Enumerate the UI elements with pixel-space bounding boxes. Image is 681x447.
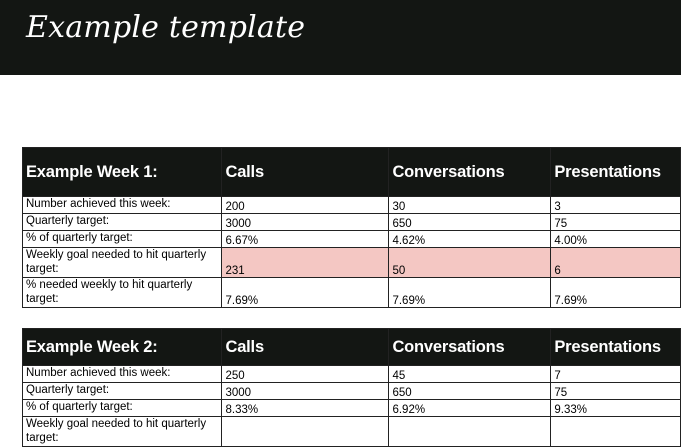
week-title: Example Week 2: — [23, 329, 222, 366]
cell-presentations: 4.00% — [551, 231, 681, 248]
cell-calls: 231 — [222, 248, 389, 278]
cell-presentations: 75 — [551, 383, 681, 400]
row-label: Number achieved this week: — [23, 366, 222, 383]
cell-conversations: 650 — [389, 214, 551, 231]
title-banner — [0, 0, 681, 75]
cell-conversations: 6.92% — [389, 400, 551, 417]
cell-calls: 250 — [222, 366, 389, 383]
cell-conversations: 45 — [389, 366, 551, 383]
column-header-conversations: Conversations — [389, 148, 551, 197]
row-label: Number achieved this week: — [23, 197, 222, 214]
week-1-table — [22, 147, 681, 308]
table-row — [23, 278, 681, 308]
table-row — [23, 231, 681, 248]
table-row — [23, 214, 681, 231]
cell-calls — [222, 417, 389, 447]
cell-conversations: 650 — [389, 383, 551, 400]
cell-calls: 3000 — [222, 383, 389, 400]
cell-calls: 6.67% — [222, 231, 389, 248]
table-row — [23, 366, 681, 383]
column-header-calls: Calls — [222, 329, 389, 366]
row-label: % needed weekly to hit quarterly target: — [23, 278, 222, 308]
table-row — [23, 417, 681, 447]
cell-calls: 7.69% — [222, 278, 389, 308]
table-row — [23, 383, 681, 400]
cell-conversations — [389, 417, 551, 447]
row-label: Weekly goal needed to hit quarterly target: — [23, 248, 222, 278]
cell-calls: 200 — [222, 197, 389, 214]
week-2-table — [22, 328, 681, 447]
cell-conversations: 4.62% — [389, 231, 551, 248]
column-header-calls: Calls — [222, 148, 389, 197]
column-header-presentations: Presentations — [551, 148, 681, 197]
cell-calls: 3000 — [222, 214, 389, 231]
column-header-conversations: Conversations — [389, 329, 551, 366]
cell-presentations: 6 — [551, 248, 681, 278]
cell-calls: 8.33% — [222, 400, 389, 417]
cell-presentations: 3 — [551, 197, 681, 214]
page-title: Example template — [26, 10, 306, 45]
row-label: Quarterly target: — [23, 383, 222, 400]
table-row — [23, 400, 681, 417]
cell-presentations: 7.69% — [551, 278, 681, 308]
cell-presentations — [551, 417, 681, 447]
table-row-highlighted — [23, 248, 681, 278]
row-label: Weekly goal needed to hit quarterly target: — [23, 417, 222, 447]
cell-conversations: 7.69% — [389, 278, 551, 308]
column-header-presentations: Presentations — [551, 329, 681, 366]
cell-conversations: 50 — [389, 248, 551, 278]
cell-presentations: 75 — [551, 214, 681, 231]
row-label: % of quarterly target: — [23, 400, 222, 417]
table-header-row — [23, 148, 681, 197]
cell-conversations: 30 — [389, 197, 551, 214]
row-label: % of quarterly target: — [23, 231, 222, 248]
table-row — [23, 197, 681, 214]
row-label: Quarterly target: — [23, 214, 222, 231]
cell-presentations: 9.33% — [551, 400, 681, 417]
week-title: Example Week 1: — [23, 148, 222, 197]
cell-presentations: 7 — [551, 366, 681, 383]
table-header-row — [23, 329, 681, 366]
